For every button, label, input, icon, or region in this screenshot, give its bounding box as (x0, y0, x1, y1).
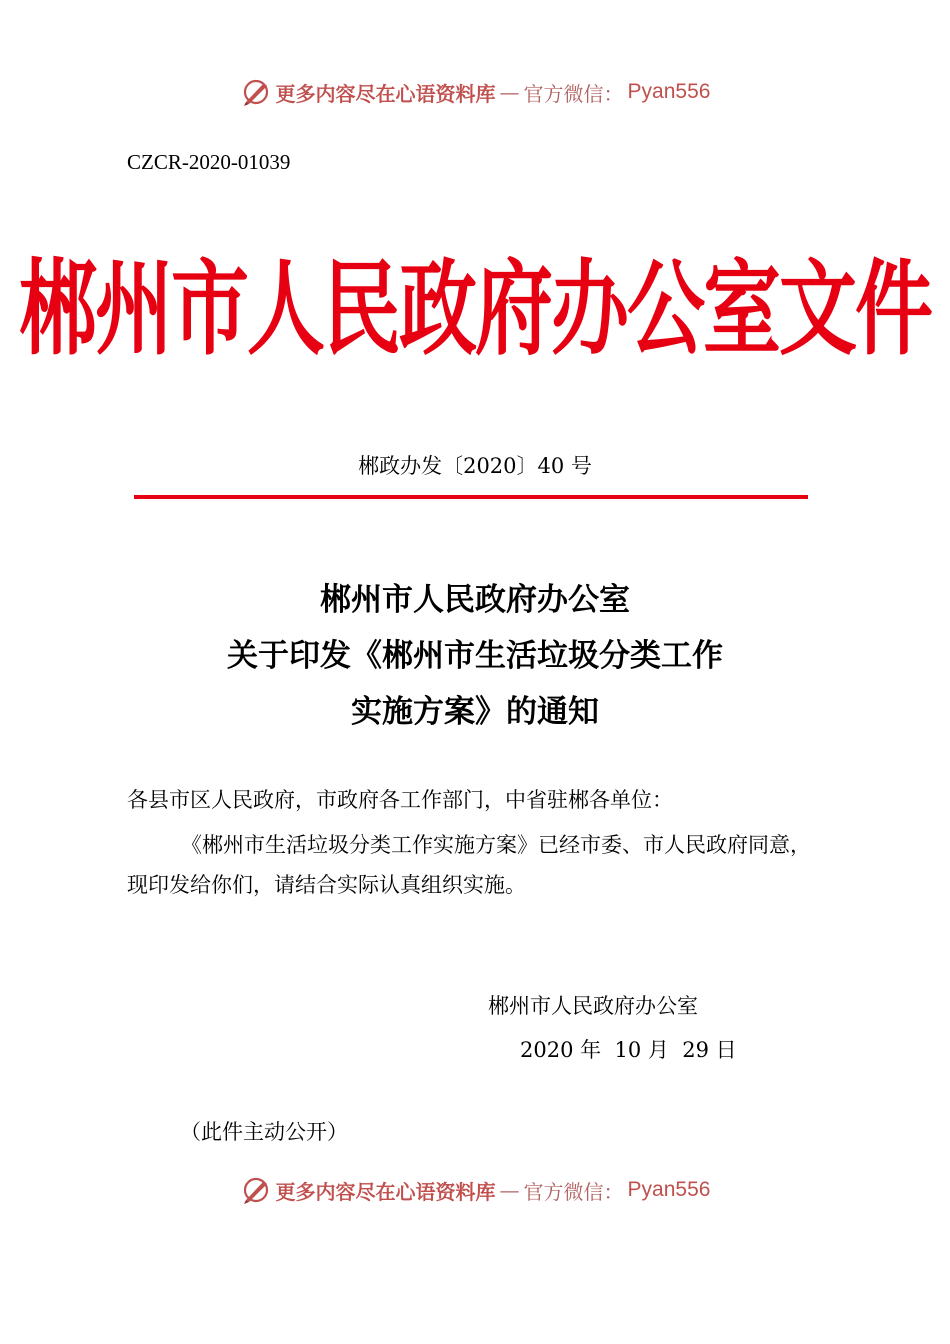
salutation: 各县市区人民政府，市政府各工作部门，中省驻郴各单位： (127, 788, 673, 812)
signature-date: 2020 年 10 月 29 日 (520, 1038, 737, 1062)
document-title (0, 572, 950, 740)
document-code: CZCR-2020-01039 (127, 150, 291, 174)
watermark-main-text: 更多内容尽在心语资料库 (275, 1179, 496, 1204)
watermark-dash: — (499, 1178, 520, 1202)
watermark-banner-top (0, 72, 950, 112)
watermark-main-text: 更多内容尽在心语资料库 (275, 81, 496, 106)
document-number: 郴政办发〔2020〕40 号 (358, 454, 592, 478)
title-line: 郴州市人民政府办公室 (320, 582, 630, 618)
title-line: 关于印发《郴州市生活垃圾分类工作 (227, 638, 723, 674)
title-line: 实施方案》的通知 (351, 694, 599, 730)
watermark-banner-bottom (0, 1170, 950, 1210)
watermark-wechat-id: Pyan556 (627, 80, 711, 103)
watermark-dash: — (499, 80, 520, 104)
red-divider (134, 495, 808, 499)
watermark-wechat-id: Pyan556 (627, 1178, 711, 1201)
body-paragraph: 《郴州市生活垃圾分类工作实施方案》已经市委、市人民政府同意，现印发给你们，请结合实际认真组织实施。 (127, 833, 811, 897)
public-disclosure-note: （此件主动公开） (180, 1120, 348, 1144)
pen-circle-logo-icon (240, 1174, 272, 1206)
masthead: 郴州市人民政府办公室文件 (19, 250, 932, 370)
watermark-sub-text: 官方微信： (523, 81, 624, 106)
watermark-sub-text: 官方微信： (523, 1179, 624, 1204)
signature-organization: 郴州市人民政府办公室 (488, 994, 698, 1018)
pen-circle-logo-icon (240, 76, 272, 108)
